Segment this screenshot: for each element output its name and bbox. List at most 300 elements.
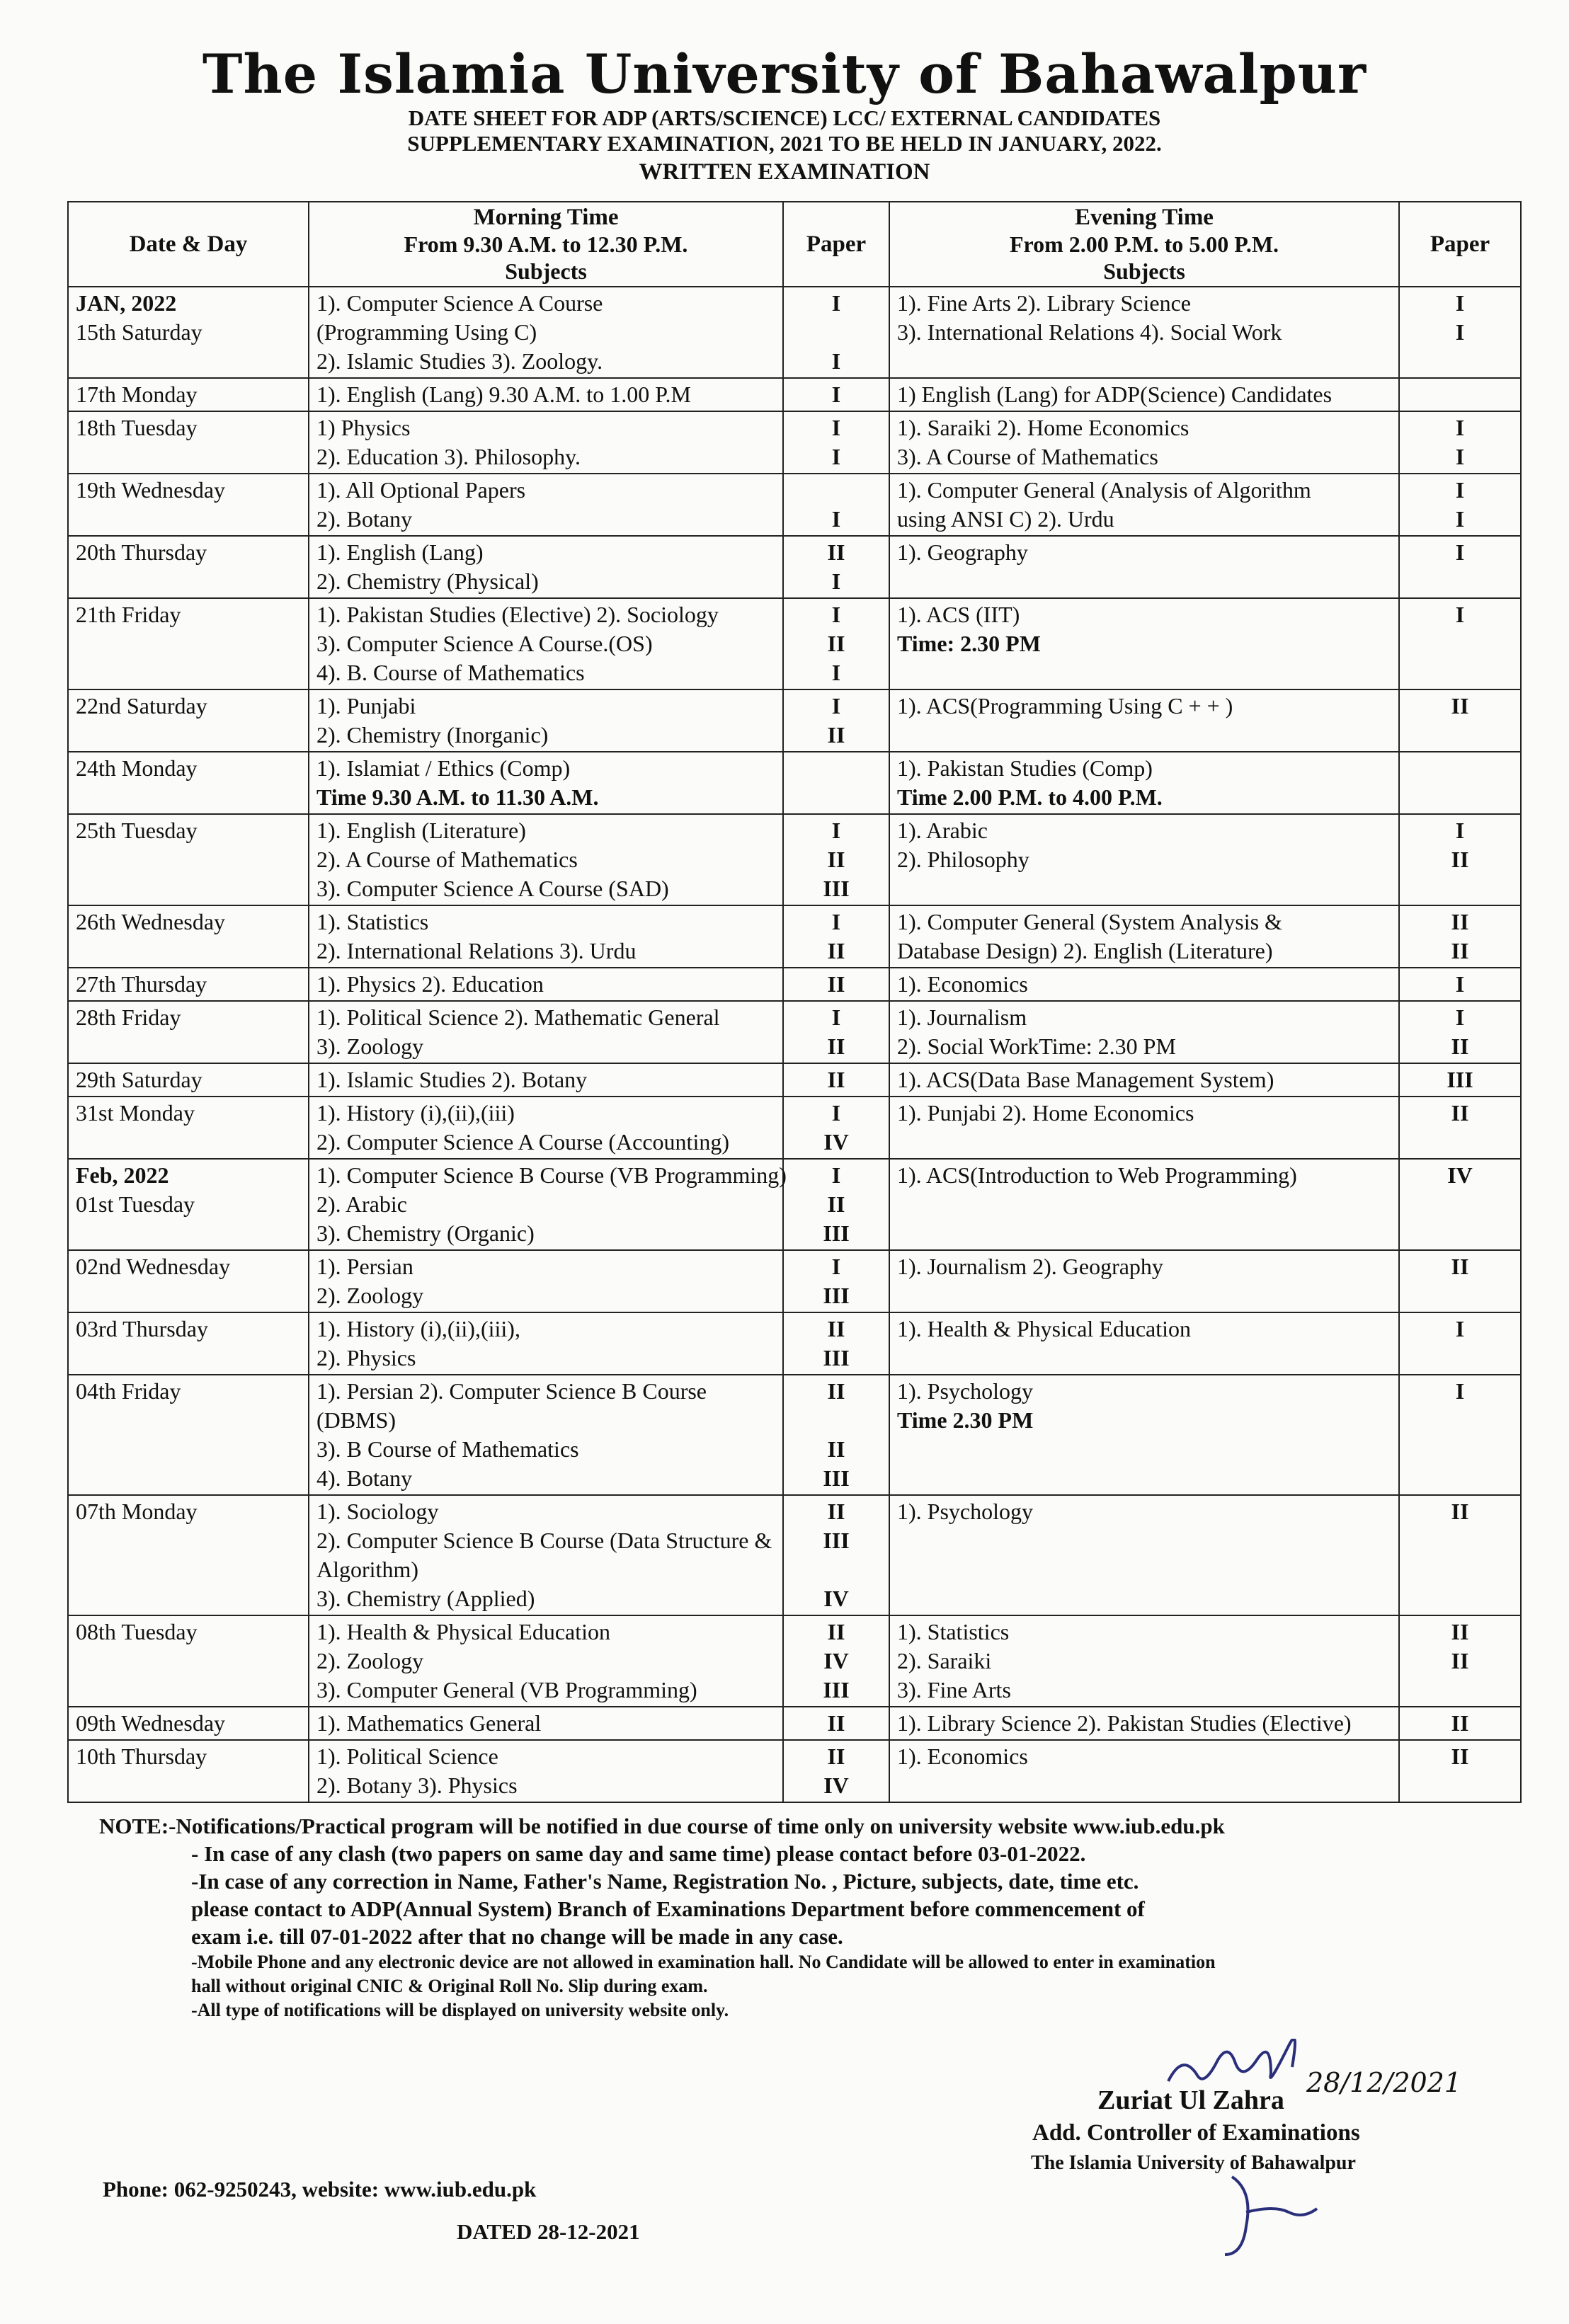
evening-cell (889, 1740, 1399, 1802)
mpaper-line: IV (823, 1129, 849, 1155)
morning-line: 2). Botany 3). Physics (316, 1773, 518, 1798)
morning-paper-header: Paper (783, 202, 889, 287)
mpaper-line: II (827, 971, 845, 997)
table-header-row (68, 202, 1521, 287)
morning-line: Time 9.30 A.M. to 11.30 A.M. (316, 784, 599, 810)
date-cell (68, 1063, 309, 1097)
mpaper-cell (783, 1001, 889, 1063)
mpaper-line: II (827, 1619, 845, 1644)
mpaper-line: II (827, 631, 845, 656)
evening-line: 1). ACS (IIT) (897, 602, 1020, 627)
date-cell (68, 752, 309, 814)
date-line: JAN, 2022 (76, 290, 177, 316)
epaper-line: IV (1447, 1162, 1473, 1188)
epaper-cell (1399, 1097, 1521, 1159)
initials-scrawl-icon (1218, 2170, 1345, 2262)
mpaper-cell (783, 1312, 889, 1375)
evening-line: 1). Economics (897, 971, 1028, 997)
table-row (68, 1312, 1521, 1375)
mpaper-line: I (831, 1004, 841, 1030)
evening-line: 1). Computer General (System Analysis & (897, 909, 1282, 934)
epaper-line: II (1451, 693, 1469, 719)
date-cell (68, 411, 309, 474)
written-exam-label: WRITTEN EXAMINATION (639, 159, 930, 185)
mpaper-cell (783, 814, 889, 905)
mpaper-line: III (823, 1220, 850, 1246)
evening-time: From 2.00 P.M. to 5.00 P.M. (1009, 231, 1279, 257)
mpaper-line: I (831, 693, 841, 719)
date-cell (68, 689, 309, 752)
evening-cell (889, 287, 1399, 378)
mpaper-cell (783, 287, 889, 378)
evening-line: 1). Psychology (897, 1499, 1033, 1524)
date-cell (68, 814, 309, 905)
epaper-cell (1399, 1740, 1521, 1802)
evening-line: 1). Computer General (Analysis of Algorithm (897, 477, 1311, 503)
mpaper-line: III (823, 1465, 850, 1491)
date-line: 10th Thursday (76, 1744, 207, 1769)
morning-line: 1). History (i),(ii),(iii), (316, 1316, 520, 1341)
morning-cell (309, 474, 783, 536)
morning-line: 2). International Relations 3). Urdu (316, 938, 637, 963)
mpaper-line: I (831, 1100, 841, 1126)
morning-cell (309, 752, 783, 814)
morning-line: 1). Statistics (316, 909, 429, 934)
mpaper-line: I (831, 506, 841, 532)
mpaper-line: I (831, 348, 841, 374)
note-line: hall without original CNIC & Original Roll No. Slip during exam. (191, 1976, 708, 1996)
epaper-line: II (1451, 1710, 1469, 1736)
morning-cell (309, 536, 783, 598)
mpaper-line: II (827, 539, 845, 565)
morning-cell (309, 814, 783, 905)
evening-cell (889, 968, 1399, 1001)
table-row (68, 1707, 1521, 1740)
epaper-cell (1399, 1375, 1521, 1495)
evening-cell (889, 378, 1399, 411)
date-line: 19th Wednesday (76, 477, 226, 503)
morning-line: (DBMS) (316, 1407, 396, 1433)
epaper-line: I (1455, 818, 1465, 843)
table-row (68, 814, 1521, 905)
epaper-line: I (1455, 1004, 1465, 1030)
epaper-cell (1399, 752, 1521, 814)
mpaper-line: I (831, 1162, 841, 1188)
date-cell (68, 968, 309, 1001)
epaper-line: I (1455, 1378, 1465, 1404)
evening-line: 2). Saraiki (897, 1648, 992, 1673)
evening-line: 1). Punjabi 2). Home Economics (897, 1100, 1194, 1126)
mpaper-line: III (823, 1345, 850, 1370)
evening-cell (889, 905, 1399, 968)
date-cell (68, 1097, 309, 1159)
epaper-line (1407, 754, 1513, 783)
morning-line: 3). B Course of Mathematics (316, 1436, 579, 1462)
date-line: 29th Saturday (76, 1067, 202, 1092)
evening-line: 1). Health & Physical Education (897, 1316, 1192, 1341)
morning-line: 2). Zoology (316, 1648, 424, 1673)
mpaper-line: IV (823, 1648, 849, 1673)
evening-line: Time 2.30 PM (897, 1407, 1034, 1433)
epaper-cell (1399, 1495, 1521, 1615)
morning-line: 1). Mathematics General (316, 1710, 542, 1736)
footer-dated: DATED 28-12-2021 (457, 2219, 640, 2244)
mpaper-line (791, 1406, 882, 1435)
evening-line: 1). Saraiki 2). Home Economics (897, 415, 1189, 440)
date-cell (68, 378, 309, 411)
table-row (68, 1001, 1521, 1063)
evening-line: 1). Geography (897, 539, 1028, 565)
date-line: 15th Saturday (76, 319, 202, 345)
epaper-cell (1399, 1707, 1521, 1740)
table-row (68, 378, 1521, 411)
mpaper-cell (783, 1375, 889, 1495)
evening-cell (889, 1375, 1399, 1495)
morning-cell (309, 1001, 783, 1063)
date-line: 28th Friday (76, 1004, 181, 1030)
morning-line: 2). A Course of Mathematics (316, 847, 578, 872)
mpaper-line: II (827, 1744, 845, 1769)
epaper-line (1407, 380, 1513, 409)
morning-line: 3). Computer General (VB Programming) (316, 1677, 697, 1702)
evening-line: 1). ACS(Introduction to Web Programming) (897, 1162, 1297, 1188)
epaper-line: II (1451, 1100, 1469, 1126)
morning-line: 1). English (Literature) (316, 818, 526, 843)
evening-cell (889, 1312, 1399, 1375)
mpaper-cell (783, 968, 889, 1001)
table-row (68, 752, 1521, 814)
note-line: -In case of any correction in Name, Father's Name, Registration No. , Picture, subjects, date, time etc. (191, 1869, 1139, 1894)
evening-cell (889, 752, 1399, 814)
evening-line: 1). Fine Arts 2). Library Science (897, 290, 1191, 316)
evening-line: 1). Library Science 2). Pakistan Studies (Elective) (897, 1710, 1352, 1736)
mpaper-line: I (831, 568, 841, 594)
mpaper-cell (783, 378, 889, 411)
mpaper-cell (783, 905, 889, 968)
morning-cell (309, 1159, 787, 1250)
mpaper-line: III (823, 1677, 850, 1702)
morning-line: 1). Health & Physical Education (316, 1619, 611, 1644)
morning-line: 1). Persian (316, 1254, 413, 1279)
mpaper-cell (783, 474, 889, 536)
mpaper-cell (783, 1159, 889, 1250)
date-line: 09th Wednesday (76, 1710, 226, 1736)
morning-line: 2). Islamic Studies 3). Zoology. (316, 348, 603, 374)
note-line: -All type of notifications will be displayed on university website only. (191, 2000, 729, 2020)
table-row (68, 536, 1521, 598)
mpaper-line: I (831, 444, 841, 469)
table-row (68, 968, 1521, 1001)
table-row (68, 411, 1521, 474)
morning-line: 1). Sociology (316, 1499, 439, 1524)
epaper-cell (1399, 689, 1521, 752)
table-row (68, 598, 1521, 689)
morning-cell (309, 1250, 783, 1312)
date-line: Feb, 2022 (76, 1162, 169, 1188)
mpaper-cell (783, 1495, 889, 1615)
morning-line: 1). Islamiat / Ethics (Comp) (316, 755, 571, 781)
morning-cell (309, 968, 783, 1001)
mpaper-line: II (827, 1499, 845, 1524)
morning-cell (309, 598, 783, 689)
signatory-organization: The Islamia University of Bahawalpur (1031, 2152, 1356, 2174)
evening-line: 1). Statistics (897, 1619, 1010, 1644)
epaper-line: I (1455, 415, 1465, 440)
table-row (68, 1250, 1521, 1312)
morning-cell (309, 1615, 783, 1707)
evening-line: 2). Philosophy (897, 847, 1029, 872)
evening-line: 2). Social WorkTime: 2.30 PM (897, 1034, 1176, 1059)
date-line: 24th Monday (76, 755, 198, 781)
date-line: 31st Monday (76, 1100, 195, 1126)
table-row (68, 1063, 1521, 1097)
epaper-line: I (1455, 602, 1465, 627)
morning-line: 2). Education 3). Philosophy. (316, 444, 581, 469)
date-line: 22nd Saturday (76, 693, 207, 719)
epaper-line: II (1451, 1254, 1469, 1279)
morning-line: 4). B. Course of Mathematics (316, 660, 585, 685)
mpaper-cell (783, 536, 889, 598)
morning-line: 3). Zoology (316, 1034, 424, 1059)
evening-cell (889, 1063, 1399, 1097)
signature-date: 28/12/2021 (1306, 2067, 1462, 2098)
note-line: exam i.e. till 07-01-2022 after that no change will be made in any case. (191, 1924, 843, 1949)
mpaper-line: II (827, 938, 845, 963)
evening-line: Time 2.00 P.M. to 4.00 P.M. (897, 784, 1163, 810)
table-row (68, 1740, 1521, 1802)
mpaper-line: II (827, 1378, 845, 1404)
mpaper-line: I (831, 415, 841, 440)
morning-cell (309, 1312, 783, 1375)
morning-line: 1). Computer Science A Course (316, 290, 603, 316)
epaper-cell (1399, 1063, 1521, 1097)
mpaper-line: III (823, 876, 850, 901)
evening-header (889, 202, 1399, 287)
mpaper-line: I (831, 602, 841, 627)
morning-line: 3). Chemistry (Applied) (316, 1586, 535, 1611)
evening-cell (889, 1097, 1399, 1159)
exam-subtitle: SUPPLEMENTARY EXAMINATION, 2021 TO BE HELD IN JANUARY, 2022. (407, 131, 1162, 156)
epaper-line: I (1455, 290, 1465, 316)
evening-line: Time: 2.30 PM (897, 631, 1041, 656)
table-row (68, 689, 1521, 752)
morning-header (309, 202, 783, 287)
morning-line: 2). Computer Science B Course (Data Structure & (316, 1528, 772, 1553)
table-row (68, 1375, 1521, 1495)
date-cell (68, 1740, 309, 1802)
date-cell (68, 536, 309, 598)
mpaper-line (791, 783, 882, 812)
morning-cell (309, 1495, 783, 1615)
date-line: 18th Tuesday (76, 415, 198, 440)
morning-line: 3). Chemistry (Organic) (316, 1220, 535, 1246)
morning-title: Morning Time (473, 205, 619, 230)
mpaper-cell (783, 689, 889, 752)
table-row (68, 1159, 1521, 1250)
morning-line: (Programming Using C) (316, 319, 537, 345)
evening-line: 1). Psychology (897, 1378, 1033, 1404)
evening-subjects-label: Subjects (1103, 258, 1185, 284)
mpaper-cell (783, 1250, 889, 1312)
mpaper-cell (783, 1615, 889, 1707)
epaper-cell (1399, 1250, 1521, 1312)
evening-line: 1). Journalism (897, 1004, 1027, 1030)
epaper-line (1407, 1406, 1513, 1435)
evening-paper-header: Paper (1399, 202, 1521, 287)
morning-line: 3). Computer Science A Course (SAD) (316, 876, 669, 901)
date-line: 26th Wednesday (76, 909, 226, 934)
epaper-line: I (1455, 506, 1465, 532)
evening-line: 1). Arabic (897, 818, 988, 843)
epaper-cell (1399, 598, 1521, 689)
morning-cell (309, 1375, 783, 1495)
epaper-cell (1399, 1001, 1521, 1063)
evening-line: 1). Journalism 2). Geography (897, 1254, 1163, 1279)
date-line: 20th Thursday (76, 539, 207, 565)
evening-cell (889, 536, 1399, 598)
morning-line: 2). Botany (316, 506, 413, 532)
mpaper-line: II (827, 847, 845, 872)
mpaper-line: II (827, 1034, 845, 1059)
mpaper-cell (783, 752, 889, 814)
evening-line: 1). Economics (897, 1744, 1028, 1769)
evening-line: using ANSI C) 2). Urdu (897, 506, 1114, 532)
note-line: -Mobile Phone and any electronic device are not allowed in examination hall. No Candidate will be allowed to enter in examination (191, 1952, 1216, 1972)
morning-cell (309, 411, 783, 474)
mpaper-cell (783, 1707, 889, 1740)
epaper-line: I (1455, 539, 1465, 565)
mpaper-line: I (831, 909, 841, 934)
evening-cell (889, 1159, 1399, 1250)
evening-line: 3). Fine Arts (897, 1677, 1011, 1702)
morning-cell (309, 378, 783, 411)
mpaper-cell (783, 1063, 889, 1097)
epaper-cell (1399, 474, 1521, 536)
evening-cell (889, 814, 1399, 905)
epaper-line: I (1455, 477, 1465, 503)
epaper-cell (1399, 905, 1521, 968)
mpaper-line: III (823, 1283, 850, 1308)
morning-cell (309, 689, 783, 752)
date-cell (68, 1312, 309, 1375)
mpaper-line: IV (823, 1586, 849, 1611)
morning-line: 1). All Optional Papers (316, 477, 526, 503)
morning-cell (309, 1707, 783, 1740)
epaper-line: I (1455, 1316, 1465, 1341)
date-cell (68, 1250, 309, 1312)
mpaper-line (791, 754, 882, 783)
note-line: - In case of any clash (two papers on same day and same time) please contact before 03-01-2022. (191, 1841, 1086, 1866)
date-line: 25th Tuesday (76, 818, 198, 843)
date-cell (68, 1375, 309, 1495)
mpaper-line: II (827, 1316, 845, 1341)
date-day-header: Date & Day (68, 202, 309, 287)
evening-cell (889, 689, 1399, 752)
mpaper-line: II (827, 1710, 845, 1736)
date-cell (68, 1615, 309, 1707)
date-cell (68, 1001, 309, 1063)
epaper-line: I (1455, 319, 1465, 345)
epaper-cell (1399, 1312, 1521, 1375)
evening-cell (889, 1495, 1399, 1615)
evening-line: Database Design) 2). English (Literature) (897, 938, 1273, 963)
university-title: The Islamia University of Bahawalpur (202, 42, 1367, 105)
evening-cell (889, 1001, 1399, 1063)
mpaper-line: III (823, 1528, 850, 1553)
morning-subjects-label: Subjects (505, 258, 587, 284)
morning-line: 4). Botany (316, 1465, 413, 1491)
epaper-line: II (1451, 1648, 1469, 1673)
epaper-line: II (1451, 847, 1469, 872)
epaper-cell (1399, 814, 1521, 905)
epaper-line (1407, 1676, 1513, 1705)
mpaper-line: I (831, 290, 841, 316)
epaper-line (1407, 629, 1513, 658)
mpaper-line: I (831, 660, 841, 685)
note-line: NOTE:-Notifications/Practical program will be notified in due course of time only on university website www.iub.edu.pk (99, 1814, 1225, 1838)
evening-line: 3). International Relations 4). Social Work (897, 319, 1282, 345)
datesheet-subtitle: DATE SHEET FOR ADP (ARTS/SCIENCE) LCC/ EXTERNAL CANDIDATES (408, 105, 1161, 130)
note-line: please contact to ADP(Annual System) Branch of Examinations Department before commencement of (191, 1896, 1145, 1921)
epaper-line: I (1455, 444, 1465, 469)
mpaper-line: II (827, 1191, 845, 1217)
date-line: 17th Monday (76, 382, 198, 407)
morning-line: 1). Persian 2). Computer Science B Course (316, 1378, 707, 1404)
evening-cell (889, 1707, 1399, 1740)
morning-line: 2). Chemistry (Inorganic) (316, 722, 549, 748)
mpaper-line: II (827, 1067, 845, 1092)
table-row (68, 1097, 1521, 1159)
date-cell (68, 287, 309, 378)
epaper-cell (1399, 411, 1521, 474)
morning-line: 2). Arabic (316, 1191, 407, 1217)
table-row (68, 905, 1521, 968)
morning-line: 1). Islamic Studies 2). Botany (316, 1067, 588, 1092)
evening-cell (889, 1615, 1399, 1707)
table-row (68, 1615, 1521, 1707)
morning-cell (309, 287, 783, 378)
evening-cell (889, 411, 1399, 474)
table-row (68, 1495, 1521, 1615)
date-line: 04th Friday (76, 1378, 181, 1404)
table-row (68, 474, 1521, 536)
date-line: 03rd Thursday (76, 1316, 208, 1341)
mpaper-cell (783, 1097, 889, 1159)
morning-line: 2). Computer Science A Course (Accounting) (316, 1129, 729, 1155)
footer-phone: Phone: 062-9250243, website: www.iub.edu.pk (103, 2177, 537, 2202)
date-cell (68, 1707, 309, 1740)
document-header (0, 42, 1569, 185)
morning-line: Algorithm) (316, 1557, 418, 1582)
mpaper-cell (783, 1740, 889, 1802)
epaper-line: I (1455, 971, 1465, 997)
date-sheet-body (68, 287, 1521, 1802)
date-line: 27th Thursday (76, 971, 207, 997)
morning-cell (309, 1063, 783, 1097)
mpaper-line: I (831, 818, 841, 843)
date-line: 01st Tuesday (76, 1191, 195, 1217)
mpaper-line: II (827, 1436, 845, 1462)
epaper-line: II (1451, 938, 1469, 963)
date-line: 02nd Wednesday (76, 1254, 231, 1279)
morning-line: 2). Zoology (316, 1283, 424, 1308)
date-cell (68, 905, 309, 968)
epaper-line: II (1451, 1034, 1469, 1059)
epaper-cell (1399, 287, 1521, 378)
epaper-line: II (1451, 1499, 1469, 1524)
date-cell (68, 474, 309, 536)
evening-line: 1). Pakistan Studies (Comp) (897, 755, 1153, 781)
